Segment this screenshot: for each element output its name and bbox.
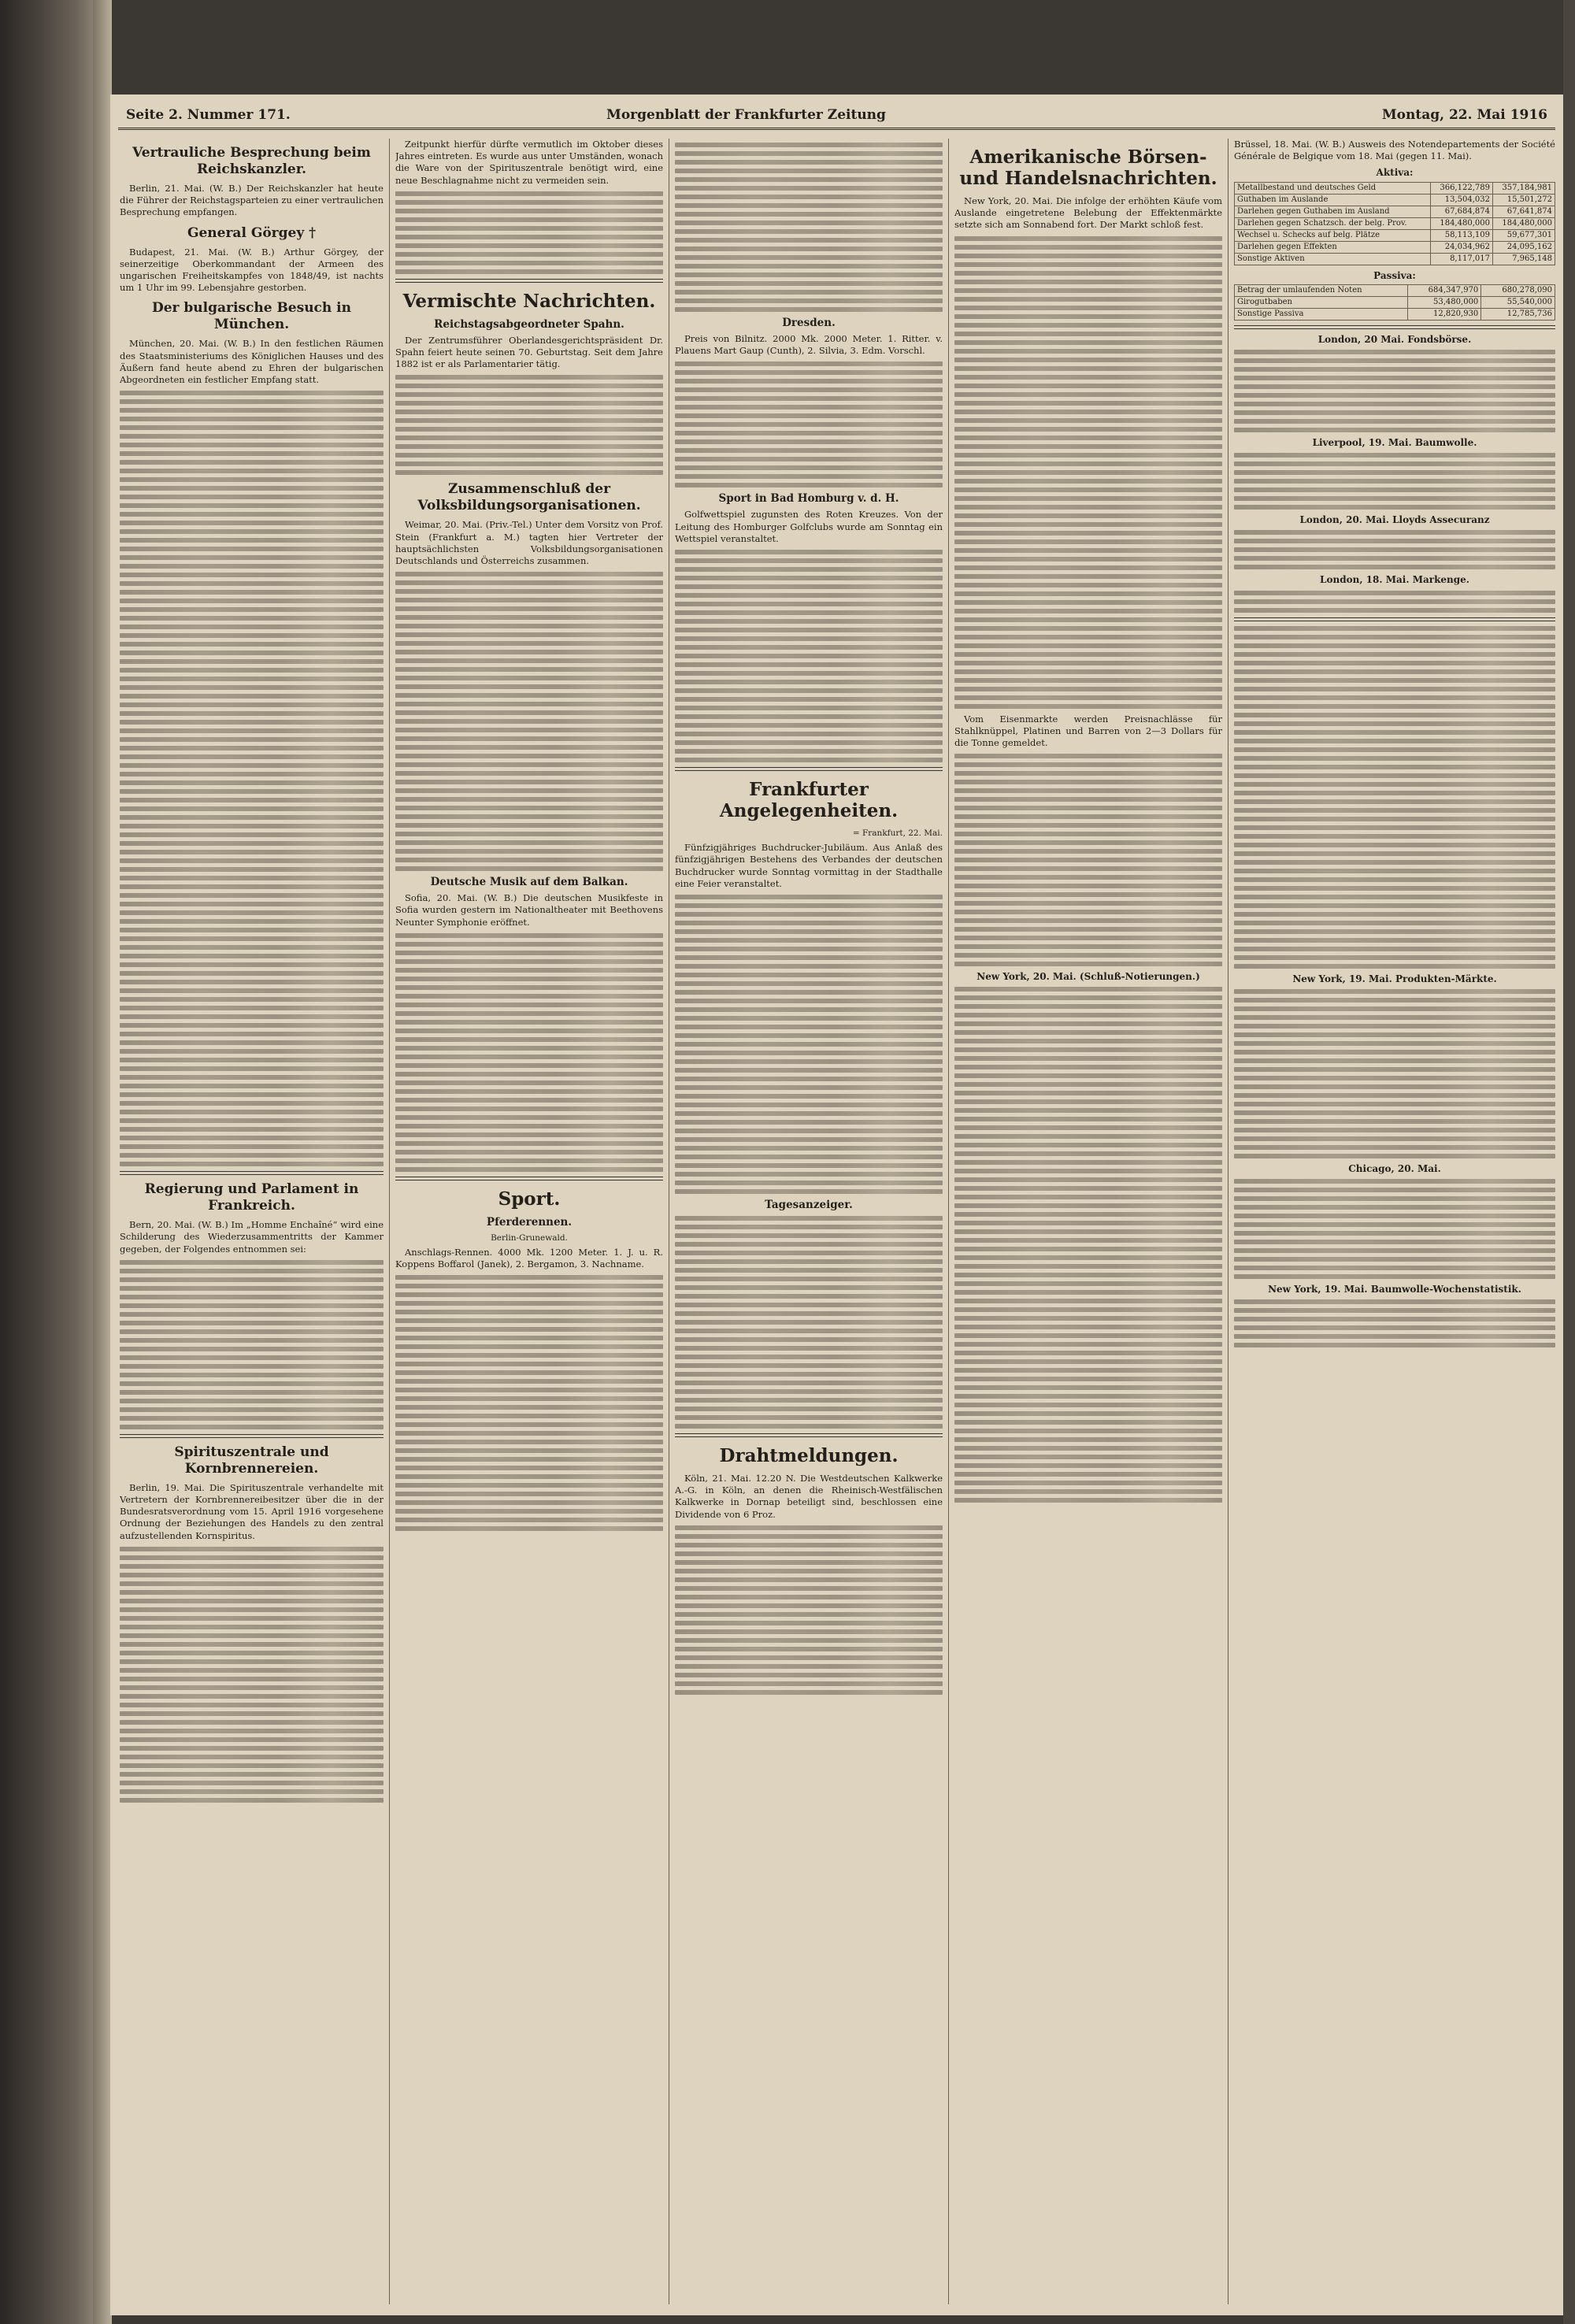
article-body-continued (675, 143, 943, 312)
chicago-title: Chicago, 20. Mai. (1348, 1162, 1441, 1174)
headline-deutsche-musik: Deutsche Musik auf dem Balkan. (430, 876, 628, 889)
headline-frankfurter-angelegenheiten: Frankfurter Angelegenheiten. (719, 779, 899, 822)
subheadline-pferderennen: Pferderennen. (486, 1215, 573, 1229)
article-body-continued (675, 361, 943, 487)
table-row (1235, 241, 1555, 253)
article-text: Weimar, 20. Mai. (Priv.-Tel.) Unter dem Vorsitz von Prof. Stein (Frankfurt a. M.) tagten hier Vertreter der hauptsächlichsten Volksbildungsorganisationen Deutschlands und Österreichs zusammen. (395, 519, 663, 567)
article-body-continued (675, 895, 943, 1194)
table-cell: Darlehen gegen Effekten (1235, 241, 1431, 253)
article-text: Anschlags-Rennen. 4000 Mk. 1200 Meter. 1. J. u. R. Koppens Boffarol (Janek), 2. Bergamon, 3. Nachname. (395, 1247, 663, 1270)
newspaper-page (110, 95, 1563, 2315)
newspaper-title: Morgenblatt der Frankfurter Zeitung (606, 107, 886, 123)
section-rule (120, 1171, 384, 1175)
table-cell: 184,480,000 (1430, 217, 1492, 229)
dateline: = Frankfurt, 22. Mai. (852, 828, 943, 839)
table-row (1235, 217, 1555, 229)
table-cell: Wechsel u. Schecks auf belg. Plätze (1235, 229, 1431, 241)
liverpool-table (1234, 453, 1555, 510)
table-cell: 12,820,930 (1407, 308, 1481, 320)
article-body-continued (675, 550, 943, 762)
table-cell: 58,113,109 (1430, 229, 1492, 241)
table-row (1235, 206, 1555, 217)
article-body-continued (954, 754, 1222, 966)
section-rule (1234, 325, 1555, 329)
article-text: Vom Eisenmarkte werden Preisnachlässe für Stahlknüppel, Platinen und Barren von 2—3 Dollars für die Tonne gemeldet. (954, 713, 1222, 749)
article-text: Golfwettspiel zugunsten des Roten Kreuzes. Von der Leitung des Homburger Golfclubs wurde am Sonntag ein Wettspiel veranstaltet. (675, 509, 943, 544)
column-3 (675, 139, 943, 2304)
article-text: Sofia, 20. Mai. (W. B.) Die deutschen Musikfeste in Sofia wurden gestern im Nationaltheater mit Beethovens Neunter Symphonie eröffnet. (395, 892, 663, 928)
passiva-label: Passiva: (1373, 269, 1416, 281)
article-body-continued (120, 1260, 384, 1429)
table-cell: 67,641,874 (1492, 206, 1555, 217)
headline-spirituszentrale: Spirituszentrale und Kornbrennereien. (174, 1444, 329, 1477)
table-cell: 15,501,272 (1492, 194, 1555, 206)
market-quotes-table (1234, 626, 1555, 969)
table-cell: 684,347,970 (1407, 284, 1481, 296)
article-body-continued (954, 236, 1222, 709)
table-cell: 366,122,789 (1430, 182, 1492, 194)
ny-closing-quotes-title: New York, 20. Mai. (Schluß-Notierungen.) (976, 971, 1200, 983)
article-text: Budapest, 21. Mai. (W. B.) Arthur Görgey, der seinerzeitige Oberkommandant der Armeen des ungarischen Freiheitskampfes von 1848/49, ist nachts um 1 Uhr im 99. Lebensjahre gestorben. (120, 246, 384, 294)
lloyds-text (1234, 530, 1555, 569)
table-cell: 680,278,090 (1481, 284, 1555, 296)
headline-vermischte-nachrichten: Vermischte Nachrichten. (402, 290, 656, 312)
headline-drahtmeldungen: Drahtmeldungen. (719, 1445, 899, 1467)
liverpool-title: Liverpool, 19. Mai. Baumwolle. (1312, 437, 1477, 449)
column-4 (954, 139, 1222, 2304)
headline-bad-homburg: Sport in Bad Homburg v. d. H. (718, 492, 899, 506)
headline-tagesanzeiger: Tagesanzeiger. (765, 1199, 853, 1212)
table-row (1235, 308, 1555, 320)
london-fondsboerse-title: London, 20 Mai. Fondsbörse. (1317, 333, 1472, 345)
table-cell: 67,684,874 (1430, 206, 1492, 217)
chicago-table (1234, 1179, 1555, 1279)
article-text: München, 20. Mai. (W. B.) In den festlichen Räumen des Staatsministeriums des Königlichen Hauses und des Äußern fand heute abend zu Ehren der bulgarischen Abgeordneten ein festlicher Empfang statt. (120, 338, 384, 386)
table-cell: Darlehen gegen Guthaben im Ausland (1235, 206, 1431, 217)
issue-date: Montag, 22. Mai 1916 (1381, 107, 1547, 123)
headline-frankreich: Regierung und Parlament in Frankreich. (144, 1181, 359, 1214)
table-cell: Sonstige Passiva (1235, 308, 1408, 320)
article-body-continued (395, 1275, 663, 1531)
column-rule (389, 139, 390, 2304)
london-markenge-text (1234, 591, 1555, 613)
section-rule (1234, 617, 1555, 621)
ny-produkten-table (1234, 989, 1555, 1158)
table-cell: 12,785,736 (1481, 308, 1555, 320)
table-cell: 24,034,962 (1430, 241, 1492, 253)
article-body-continued (120, 1547, 384, 1803)
table-cell: Darlehen gegen Schatzsch. der belg. Prov. (1235, 217, 1431, 229)
ny-closing-quotes-table (954, 987, 1222, 1503)
section-rule (395, 279, 663, 283)
headline-goergey: General Görgey † (187, 224, 317, 241)
article-text: New York, 20. Mai. Die infolge der erhöhten Käufe vom Auslande eingetretene Belebung der Effektenmärkte setzte sich am Sonnabend fort. Der Markt schloß fest. (954, 195, 1222, 231)
table-row (1235, 284, 1555, 296)
table-cell: 55,540,000 (1481, 296, 1555, 308)
article-text: Preis von Bilnitz. 2000 Mk. 2000 Meter. 1. Ritter. v. Plauens Mart Gaup (Cunth), 2. Silvia, 3. Edm. Vorschl. (675, 333, 943, 357)
headline-amerikanische-boersen: Amerikanische Börsen- und Handelsnachrichten. (959, 146, 1217, 189)
headline-reichskanzler: Vertrauliche Besprechung beim Reichskanzler. (132, 145, 371, 177)
activa-label: Aktiva: (1376, 167, 1414, 179)
article-body-continued (675, 1525, 943, 1695)
page-number-label: Seite 2. Nummer 171. (126, 107, 291, 123)
ny-cotton-text (1234, 1299, 1555, 1347)
article-text: Zeitpunkt hierfür dürfte vermutlich im Oktober dieses Jahres eintreten. Es wurde aus unter Umständen, wonach die Ware von der Spirituszentrale benötigt wird, eine neue Beschlagnahme nicht zu vermeiden sein. (395, 139, 663, 186)
activa-table (1234, 182, 1555, 265)
page-header (118, 104, 1555, 130)
table-row (1235, 182, 1555, 194)
article-text: Brüssel, 18. Mai. (W. B.) Ausweis des Notendepartements der Société Générale de Belgique vom 18. Mai (gegen 11. Mai). (1234, 139, 1555, 162)
headline-sport: Sport. (498, 1188, 561, 1210)
section-rule (120, 1434, 384, 1438)
table-cell: Metallbestand und deutsches Geld (1235, 182, 1431, 194)
london-fondsboerse-table (1234, 350, 1555, 432)
passiva-table (1234, 284, 1555, 321)
table-cell: 53,480,000 (1407, 296, 1481, 308)
table-cell: Sonstige Aktiven (1235, 253, 1431, 265)
article-text: Bern, 20. Mai. (W. B.) Im „Homme Enchaîné“ wird eine Schilderung des Wiederzusammentritts der Kammer gegeben, der Folgendes entnommen sei: (120, 1219, 384, 1255)
table-row (1235, 194, 1555, 206)
table-row (1235, 229, 1555, 241)
article-text: Köln, 21. Mai. 12.20 N. Die Westdeutschen Kalkwerke A.-G. in Köln, an denen die Rheinisch-Westfälischen Kalkwerke in Dornap beteiligt sind, beschlossen eine Dividende von 6 Proz. (675, 1473, 943, 1520)
table-row (1235, 296, 1555, 308)
ny-cotton-title: New York, 19. Mai. Baumwolle-Wochenstatistik. (1268, 1284, 1521, 1295)
article-text: Fünfzigjähriges Buchdrucker-Jubiläum. Aus Anlaß des fünfzigjährigen Bestehens des Verbandes der deutschen Buchdrucker wurde Sonntag vormittag in der Stadthalle eine Feier veranstaltet. (675, 842, 943, 889)
article-text: Berlin, 19. Mai. Die Spirituszentrale verhandelte mit Vertretern der Kornbrennereibesitzer über die in der Bundesratsverordnung vom 15. April 1916 vorgesehene Ordnung der Beziehungen des Handels zu den zentral aufzustellenden Kornspiritus. (120, 1481, 384, 1541)
table-cell: 59,677,301 (1492, 229, 1555, 241)
article-body-continued (395, 191, 663, 274)
table-cell: 13,504,032 (1430, 194, 1492, 206)
ny-produkten-title: New York, 19. Mai. Produkten-Märkte. (1292, 973, 1497, 984)
article-text: Der Zentrumsführer Oberlandesgerichtspräsident Dr. Spahn feiert heute seinen 70. Geburtstag. Seit dem Jahre 1882 ist er als Parlamentarier tätig. (395, 334, 663, 370)
table-cell: Betrag der umlaufenden Noten (1235, 284, 1408, 296)
article-body-continued (395, 933, 663, 1172)
column-2 (395, 139, 663, 2304)
tagesanzeiger-listing (675, 1216, 943, 1429)
section-rule (675, 767, 943, 771)
article-body-continued (120, 391, 384, 1166)
article-body-continued (395, 572, 663, 871)
table-cell: Guthaben im Auslande (1235, 194, 1431, 206)
lloyds-title: London, 20. Mai. Lloyds Assecuranz (1299, 514, 1490, 526)
column-1 (120, 139, 384, 2304)
column-rule (948, 139, 949, 2304)
article-text: Berlin, 21. Mai. (W. B.) Der Reichskanzler hat heute die Führer der Reichstagsparteien zu einer vertraulichen Besprechung empfangen. (120, 183, 384, 218)
table-cell: Girogutbaben (1235, 296, 1408, 308)
page-gutter (93, 0, 112, 2324)
headline-bulgarischer-besuch: Der bulgarische Besuch in München. (151, 300, 352, 333)
headline-dresden: Dresden. (782, 317, 836, 329)
table-cell: 357,184,981 (1492, 182, 1555, 194)
london-markenge-title: London, 18. Mai. Markenge. (1320, 574, 1469, 586)
table-cell: 8,117,017 (1430, 253, 1492, 265)
article-body-continued (395, 375, 663, 475)
subheadline-spahn: Reichstagsabgeordneter Spahn. (434, 317, 624, 331)
page-edge (1563, 0, 1575, 2324)
subheadline-grunewald: Berlin-Grunewald. (491, 1232, 568, 1243)
headline-volksbildung: Zusammenschluß der Volksbildungsorganisationen. (417, 481, 641, 514)
column-5 (1234, 139, 1555, 2304)
section-rule (675, 1433, 943, 1437)
table-cell: 184,480,000 (1492, 217, 1555, 229)
table-row (1235, 253, 1555, 265)
table-cell: 24,095,162 (1492, 241, 1555, 253)
table-cell: 7,965,148 (1492, 253, 1555, 265)
book-spine (0, 0, 102, 2324)
section-rule (395, 1177, 663, 1181)
